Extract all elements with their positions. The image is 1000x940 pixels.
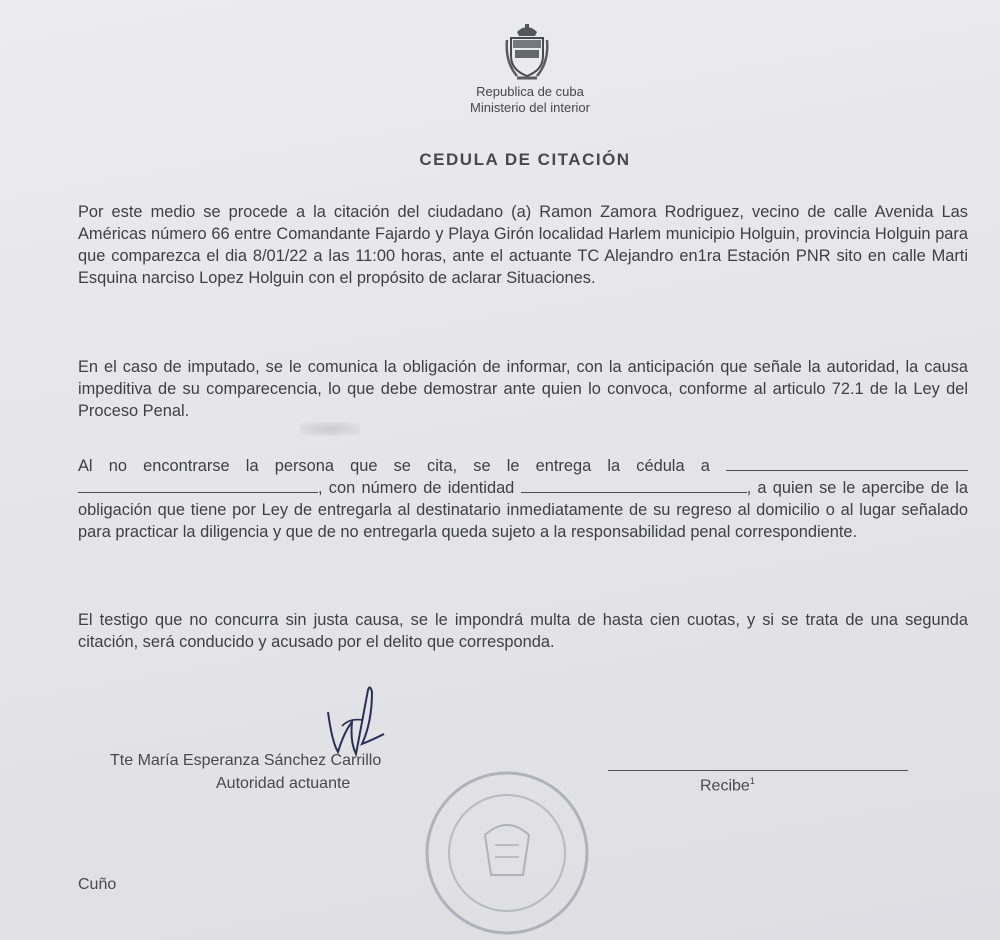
recipient-name-blank-cont	[78, 478, 318, 493]
document-title: CEDULA DE CITACIÓN	[419, 150, 631, 169]
delivery-paragraph	[78, 455, 968, 543]
delivery-text-b: , con número de identidad	[318, 479, 515, 497]
coat-of-arms-icon	[503, 22, 551, 84]
handwritten-signature-icon	[322, 682, 392, 762]
identity-number-blank	[521, 478, 747, 493]
receiver-footnote-marker: 1	[749, 776, 755, 786]
witness-paragraph: El testigo que no concurra sin justa causa, se le impondrá multa de hasta cien cuotas, y si se trata de una segunda citación, será conducido y acusado por el delito que corresponda.	[78, 611, 968, 651]
obligation-paragraph: En el caso de imputado, se le comunica la obligación de informar, con la anticipación que señale la autoridad, la causa impeditiva de su comparecencia, lo que debe demostrar ante quien lo convoca, conforme al articulo 72.1 de la Ley del Proceso Penal.	[78, 358, 968, 420]
receiver-signature-line	[608, 770, 908, 771]
receiver-label	[700, 776, 755, 795]
document-header	[440, 84, 620, 116]
header-ministry: Ministerio del interior	[470, 100, 590, 115]
delivery-text-c: , a quien se le apercibe de la obligación que tiene por Ley de entregarla al destinatario inmediatamente de su regreso al domicilio o al lugar señalado para practicar la diligencia y que de no entregarla queda sujeto a la responsabilidad penal correspondiente.	[78, 479, 968, 541]
delivery-text-a: Al no encontrarse la persona que se cita, se le entrega la cédula a	[78, 457, 710, 475]
header-country: Republica de cuba	[476, 84, 584, 99]
authority-role: Autoridad actuante	[216, 775, 351, 792]
citation-paragraph: Por este medio se procede a la citación del ciudadano (a) Ramon Zamora Rodriguez, vecino de calle Avenida Las Américas número 66 entre Comandante Fajardo y Playa Girón localidad Harlem municipio Holguin, provincia Holguin para que comparezca el dia 8/01/22 a las 11:00 horas, ante el actuante TC Alejandro en1ra Estación PNR sito en calle Marti Esquina narciso Lopez Holguin con el propósito de aclarar Situaciones.	[78, 203, 968, 287]
official-stamp-icon	[405, 765, 610, 935]
seal-label: Cuño	[78, 876, 117, 893]
recipient-name-blank	[726, 456, 968, 471]
ink-smudge	[300, 422, 360, 436]
receiver-label-text: Recibe	[700, 777, 750, 795]
authority-name: Tte María Esperanza Sánchez Carrillo	[110, 752, 382, 769]
